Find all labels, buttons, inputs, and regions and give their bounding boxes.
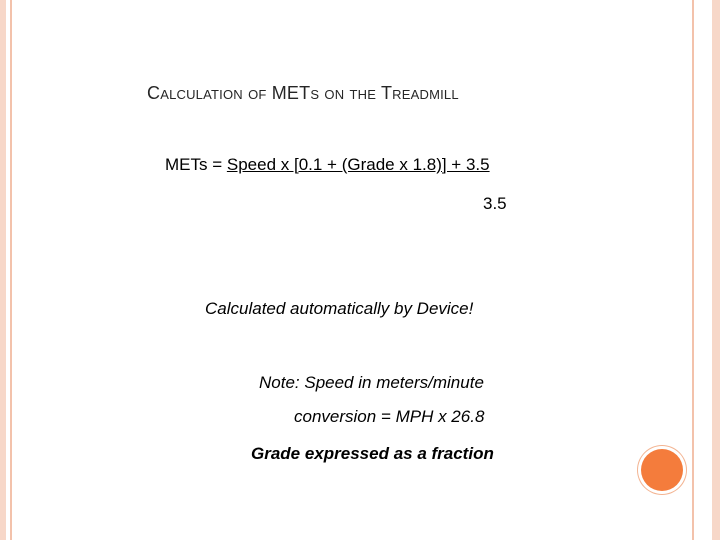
right-border-line bbox=[692, 0, 694, 540]
auto-calculation-note: Calculated automatically by Device! bbox=[205, 299, 474, 318]
slide-title: Calculation of METs on the Treadmill bbox=[147, 83, 459, 103]
formula-prefix: METs = bbox=[165, 155, 227, 174]
formula-denominator: 3.5 bbox=[483, 194, 507, 213]
conversion-note: conversion = MPH x 26.8 bbox=[294, 407, 485, 426]
formula-numerator: Speed x [0.1 + (Grade x 1.8)] + 3.5 bbox=[226, 155, 490, 174]
mets-formula bbox=[165, 155, 490, 175]
right-border-band bbox=[712, 0, 720, 540]
grade-note: Grade expressed as a fraction bbox=[251, 444, 494, 463]
orange-circle-decoration bbox=[641, 449, 683, 491]
left-border-band bbox=[0, 0, 6, 540]
left-border-line bbox=[10, 0, 12, 540]
speed-units-note: Note: Speed in meters/minute bbox=[259, 373, 484, 392]
